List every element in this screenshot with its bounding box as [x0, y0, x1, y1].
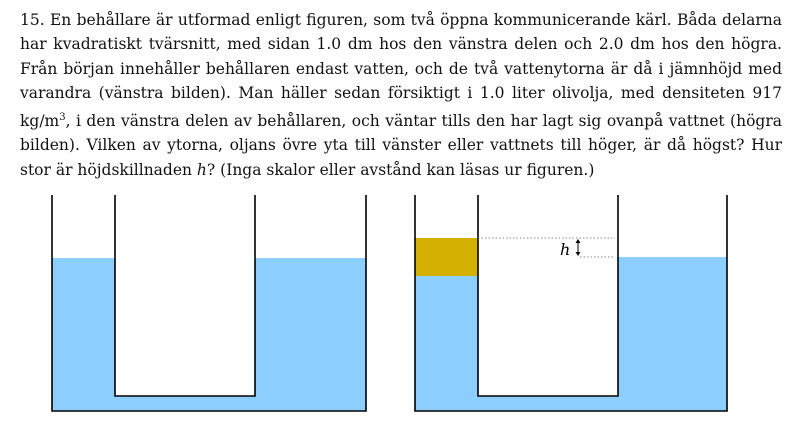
right-water-left-tube [415, 276, 478, 411]
unit-exponent: 3 [59, 111, 66, 123]
right-figure [415, 195, 727, 411]
problem-text-part2: , i den vänstra delen av behållaren, och väntar tills den har lagt sig ovanpå vattnet (högra bilden). Vilken av ytorna, oljans övre yta till vänster eller vattnets till höger, är då högst? Hur stor är höjdskillnaden [20, 111, 782, 179]
right-container-inner-wall [478, 195, 618, 396]
problem-text-part1: En behållare är utformad enligt figuren, som två öppna kommunicerande kärl. Båda delarna har kvadratiskt tvärsnitt, med sidan 1.0 dm hos den vänstra delen och 2.0 dm hos den högra. Från början innehåller behållaren endast vatten, och de två vattenytorna är då i jämnhöjd med varandra (vänstra bilden). Man häller sedan försiktigt i 1.0 liter olivolja, med densiteten 917 kg/m [20, 11, 782, 130]
h-arrow-head-up [576, 239, 581, 243]
h-label: h [560, 240, 571, 259]
problem-number: 15. [20, 11, 45, 29]
left-water-bottom [115, 396, 255, 411]
left-water-left-tube [52, 258, 115, 411]
right-water-right-tube [618, 257, 727, 411]
right-water-bottom [478, 396, 618, 411]
problem-text-part3: ? (Inga skalor eller avstånd kan läsas ur figuren.) [206, 160, 595, 179]
variable-h: h [196, 160, 207, 179]
left-figure [52, 195, 366, 411]
right-oil-layer [415, 238, 478, 276]
left-water-right-tube [255, 258, 366, 411]
h-arrow-head-down [576, 252, 581, 256]
left-container-inner-wall [115, 195, 255, 396]
